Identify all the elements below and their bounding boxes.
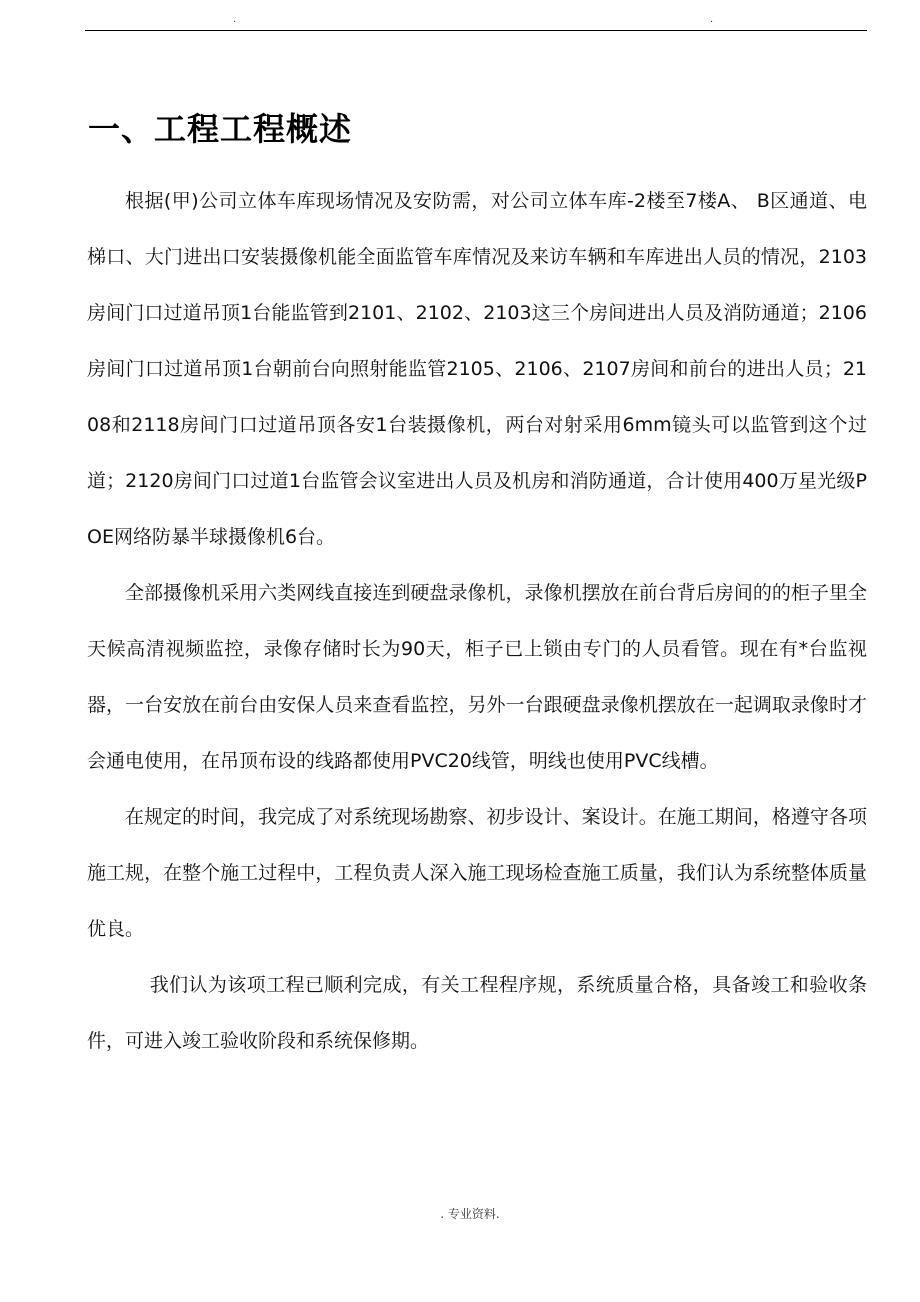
section-title: 一、工程工程概述 <box>88 110 353 148</box>
header-divider <box>85 30 867 31</box>
paragraph-construction-quality: 在规定的时间，我完成了对系统现场勘察、初步设计、案设计。在施工期间，格遵守各项施工规，在整个施工过程中，工程负责人深入施工现场检查施工质量，我们认为系统整体质量优良。 <box>87 806 867 940</box>
document-body <box>87 173 867 1069</box>
header-left-mark: . <box>233 14 237 25</box>
paragraph-wiring-and-storage: 全部摄像机采用六类网线直接连到硬盘录像机，录像机摆放在前台背后房间的的柜子里全天候高清视频监控，录像存储时长为90天，柜子已上锁由专门的人员看管。现在有*台监视器，一台安放在前台由安保人员来查看监控，另外一台跟硬盘录像机摆放在一起调取录像时才会通电使用，在吊顶布设的线路都使用PVC20线管，明线也使用PVC线槽。 <box>87 582 867 772</box>
paragraph-completion-statement: 我们认为该项工程已顺利完成，有关工程程序规，系统质量合格，具备竣工和验收条件，可进入竣工验收阶段和系统保修期。 <box>87 974 867 1052</box>
paragraph-project-overview: 根据(甲)公司立体车库现场情况及安防需，对公司立体车库-2楼至7楼A、 B区通道、电梯口、大门进出口安装摄像机能全面监管车库情况及来访车辆和车库进出人员的情况，2103房间门口过道吊顶1台能监管到2101、2102、2103这三个房间进出人员及消防通道；2106房间门口过道吊顶1台朝前台向照射能监管2105、2106、2107房间和前台的进出人员；2108和2118房间门口过道吊顶各安1台装摄像机，两台对射采用6mm镜头可以监管到这个过道；2120房间门口过道1台监管会议室进出人员及机房和消防通道，合计使用400万星光级POE网络防暴半球摄像机6台。 <box>87 190 867 548</box>
page-footer: . 专业资料. <box>440 1207 500 1221</box>
header-right-mark: . <box>710 14 714 25</box>
